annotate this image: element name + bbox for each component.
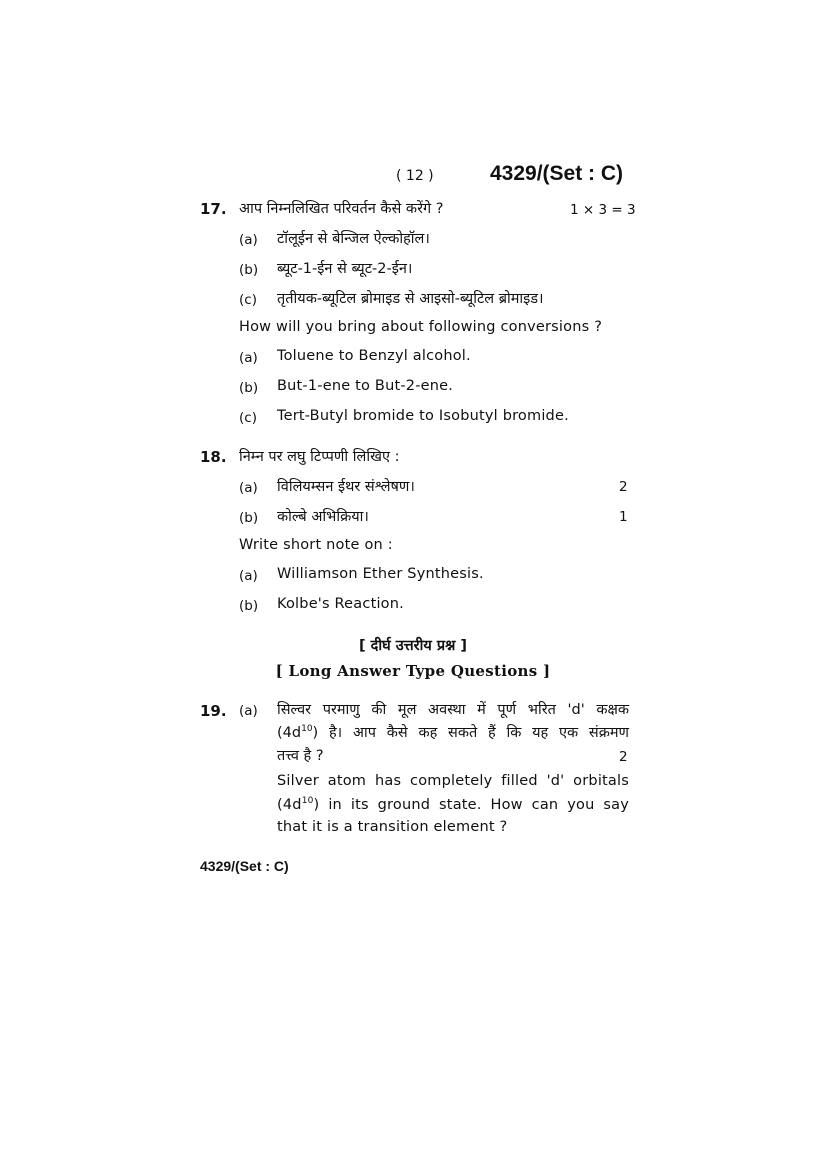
q19-hindi-line-1: सिल्वर परमाणु की मूल अवस्था में पूर्ण भरित 'd' कक्षक <box>277 702 629 718</box>
q17-english-item-a: Toluene to Benzyl alcohol. <box>277 348 471 364</box>
q17-hindi-item-b: ब्यूट-1-ईन से ब्यूट-2-ईन। <box>277 261 413 277</box>
q17-english-label-b: (b) <box>239 380 259 396</box>
q18-hindi-item-a: विलियम्सन ईथर संश्लेषण। <box>277 479 415 495</box>
q19-english-line-2 <box>277 796 629 813</box>
question-17-hindi-stem: आप निम्नलिखित परिवर्तन कैसे करेंगे ? <box>239 201 444 217</box>
question-17-english-stem: How will you bring about following conversions ? <box>239 319 603 335</box>
q18-item-b-marks: 1 <box>619 509 628 525</box>
question-17-marks: 1 × 3 = 3 <box>570 202 636 218</box>
q17-hindi-item-a: टॉलूईन से बेन्जिल ऐल्कोहॉल। <box>277 231 430 247</box>
q19-english-line-1: Silver atom has completely filled 'd' orbitals <box>277 773 629 789</box>
section-heading-english: [ Long Answer Type Questions ] <box>275 662 551 680</box>
q19-english-line-2-post: ) in its ground state. How can you say <box>313 796 629 813</box>
q17-english-item-c: Tert-Butyl bromide to Isobutyl bromide. <box>277 408 569 424</box>
q18-english-item-b: Kolbe's Reaction. <box>277 596 404 612</box>
q19-english-line-2-pre: (4d <box>277 796 302 813</box>
q18-english-label-a: (a) <box>239 568 258 584</box>
q17-english-label-c: (c) <box>239 410 257 426</box>
q19-hindi-line-2-pre: (4d <box>277 725 302 741</box>
q18-hindi-label-a: (a) <box>239 480 258 496</box>
q18-item-a-marks: 2 <box>619 479 628 495</box>
q17-hindi-label-a: (a) <box>239 232 258 248</box>
q17-hindi-label-c: (c) <box>239 292 257 308</box>
page-number: ( 12 ) <box>396 168 434 184</box>
q18-hindi-label-b: (b) <box>239 510 259 526</box>
q19-label-a: (a) <box>239 703 258 719</box>
q18-english-item-a: Williamson Ether Synthesis. <box>277 566 484 582</box>
footer-paper-code: 4329/(Set : C) <box>200 858 289 874</box>
paper-code: 4329/(Set : C) <box>490 162 624 185</box>
q17-hindi-label-b: (b) <box>239 262 259 278</box>
q19-english-superscript: 10 <box>301 796 314 806</box>
q17-hindi-item-c: तृतीयक-ब्यूटिल ब्रोमाइड से आइसो-ब्यूटिल ब्रोमाइड। <box>277 291 544 307</box>
q18-english-label-b: (b) <box>239 598 259 614</box>
question-17-number: 17. <box>200 200 227 218</box>
section-heading-hindi: [ दीर्घ उत्तरीय प्रश्न ] <box>358 638 468 654</box>
question-18-number: 18. <box>200 448 227 466</box>
q17-english-label-a: (a) <box>239 350 258 366</box>
question-18-hindi-stem: निम्न पर लघु टिप्पणी लिखिए : <box>239 449 400 465</box>
q19-hindi-line-3: तत्त्व है ? <box>277 748 324 764</box>
q19-hindi-line-2 <box>277 722 629 742</box>
q19-hindi-line-2-post: ) है। आप कैसे कह सकते हैं कि यह एक संक्रमण <box>312 725 629 741</box>
q18-hindi-item-b: कोल्बे अभिक्रिया। <box>277 509 369 525</box>
q19-english-line-3: that it is a transition element ? <box>277 819 508 835</box>
q17-english-item-b: But-1-ene to But-2-ene. <box>277 378 454 394</box>
question-19-number: 19. <box>200 702 227 720</box>
q19-hindi-superscript: 10 <box>301 724 313 735</box>
question-18-english-stem: Write short note on : <box>239 537 393 553</box>
q19-marks: 2 <box>619 749 628 765</box>
